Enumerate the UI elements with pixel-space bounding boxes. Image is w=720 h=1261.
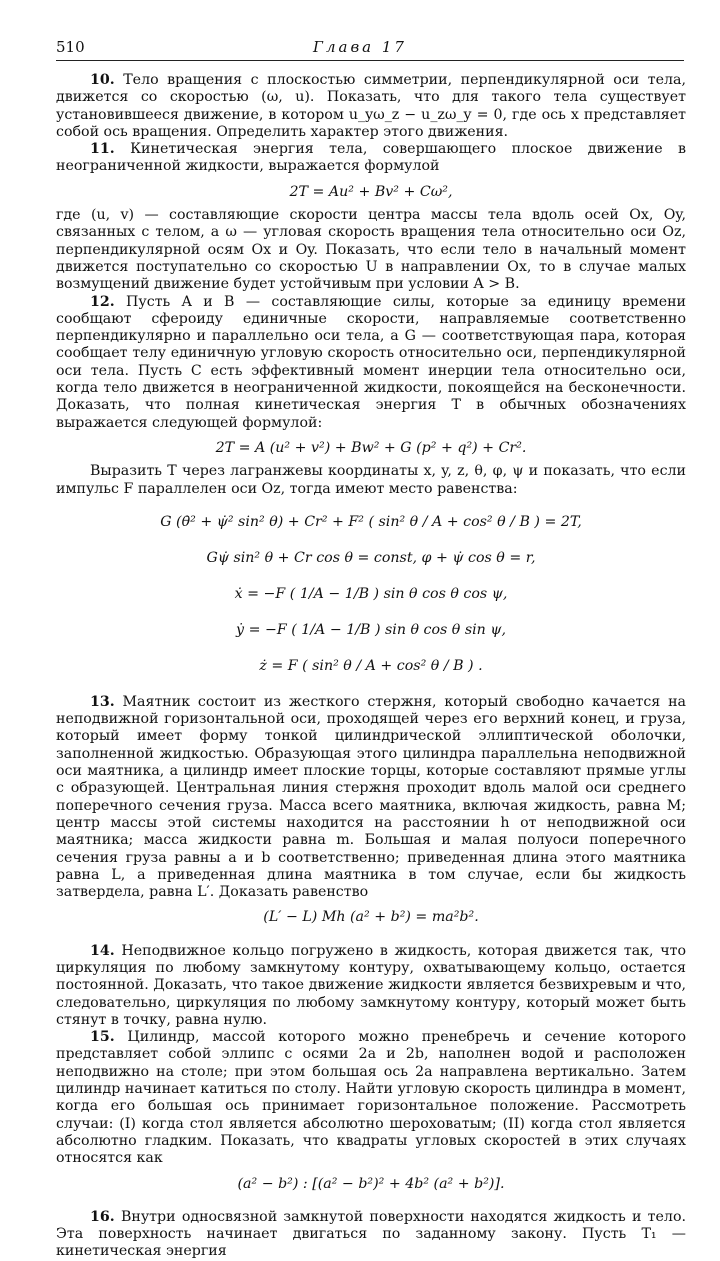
problem-number: 15. xyxy=(90,1029,115,1046)
problem-16 xyxy=(56,1209,686,1261)
problem-text-cont: где (u, v) — составляющие скорости центра массы тела вдоль осей Ox, Oy, связанных с телом, a ω — угловая скорость вращения тела относительно оси Oz, перпендикулярной осям Ox и Oy. Показать, что если тело в начальный момент движется поступательно со скоростью U в направлении Ox, то в случае малых возмущений движение будет устойчивым при условии A > B. xyxy=(56,207,686,293)
problem-number: 14. xyxy=(90,942,115,959)
page-body xyxy=(56,72,686,1261)
problem-text-cont: Выразить T через лагранжевы координаты x, y, z, θ, φ, ψ и показать, что если импульс F параллелен оси Oz, тогда имеют место равенства: xyxy=(56,463,686,497)
equation-line: Gψ̇ sin² θ + Cr cos θ = const, φ + ψ̇ cos θ = r, xyxy=(206,549,536,566)
problem-text: Тело вращения с плоскостью симметрии, перпендикулярной оси тела, движется со скоростью (ω, u). Показать, что для такого тела существует установившееся движение, в котором u_yω_z − u_zω_y = 0, где ось x представляет собой ось вращения. Определить характер этого движения. xyxy=(56,72,686,140)
equation: 2T = A (u² + v²) + Bw² + G (p² + q²) + Cr². xyxy=(215,439,527,456)
equation: (L′ − L) Mh (a² + b²) = ma²b². xyxy=(263,909,479,926)
problem-number: 13. xyxy=(90,693,115,710)
problem-number: 11. xyxy=(90,141,115,158)
equation-line: ẏ = −F ( 1/A − 1/B ) sin θ cos θ sin ψ, xyxy=(236,621,506,638)
problem-text: Внутри односвязной замкнутой поверхности находятся жидкость и тело. Эта поверхность начинает двигаться по заданному закону. Пусть T₁ — кинетическая энергия xyxy=(56,1208,686,1260)
problem-15 xyxy=(56,1029,686,1167)
problem-text: Пусть A и B — составляющие силы, которые за единицу времени сообщают сфероиду единичные скорости, направляемые соответственно перпендикулярно и параллельно оси тела, а G — соответствующая пара, которая сообщает телу единичную угловую скорость относительно оси, перпендикулярной оси тела. Пусть C есть эффективный момент инерции тела относительно оси, когда тело движется в неограниченной жидкости, покоящейся на бесконечности. Доказать, что полная кинетическая энергия T в обычных обозначениях выражается следующей формулой: xyxy=(56,293,686,431)
problem-number: 12. xyxy=(90,293,115,310)
problem-text: Кинетическая энергия тела, совершающего плоское движение в неограниченной жидкости, выражается формулой xyxy=(56,141,686,175)
problem-text: Маятник состоит из жесткого стержня, который свободно качается на неподвижной горизонтальной оси, проходящей через его верхний конец, и груза, который имеет форму тонкой цилиндрической эллиптической оболочки, заполненной жидкостью. Образующая этого цилиндра параллельна неподвижной оси маятника, а цилиндр имеет плоские торцы, которые составляют прямые углы с образующей. Центральная линия стержня проходит вдоль малой оси среднего поперечного сечения груза. Масса всего маятника, включая жидкость, равна M; центр массы этой системы находится на расстоянии h от неподвижной оси маятника; масса жидкости равна m. Большая и малая полуоси поперечного сечения груза равны a и b соответственно; приведенная длина этого маятника равна L, а приведенная длина маятника в том случае, если бы жидкость затвердела, равна L′. Доказать равенство xyxy=(56,693,686,901)
equation-system xyxy=(56,504,686,684)
equation: (a² − b²) : [(a² − b²)² + 4b² (a² + b²)]. xyxy=(237,1175,505,1192)
problem-10 xyxy=(56,72,686,141)
problem-number: 16. xyxy=(90,1208,115,1225)
header-rule xyxy=(56,60,684,61)
problem-number: 10. xyxy=(90,72,115,88)
page-number: 510 xyxy=(56,38,85,56)
problem-13 xyxy=(56,694,686,902)
equation-line: ż = F ( sin² θ / A + cos² θ / B ) . xyxy=(259,657,483,674)
problem-12 xyxy=(56,294,686,432)
problem-text: Неподвижное кольцо погружено в жидкость, которая движется так, что циркуляция по любому замкнутому контуру, охватывающему кольцо, остается постоянной. Доказать, что такое движение жидкости является безвихревым и что, следовательно, циркуляция по любому замкнутому контуру, который может быть стянут в точку, равна нулю. xyxy=(56,942,686,1028)
problem-11 xyxy=(56,141,686,176)
equation-line: G (θ̇² + ψ̇² sin² θ) + Cr² + F² ( sin² θ / A + cos² θ / B ) = 2T, xyxy=(160,513,582,530)
equation-line: ẋ = −F ( 1/A − 1/B ) sin θ cos θ cos ψ, xyxy=(234,585,508,602)
problem-text: Цилиндр, массой которого можно пренебречь и сечение которого представляет собой эллипс с осями 2a и 2b, наполнен водой и расположен неподвижно на столе; при этом большая ось 2a направлена вертикально. Затем цилиндр начинает катиться по столу. Найти угловую скорость цилиндра в момент, когда его большая ось принимает горизонтальное положение. Рассмотреть случаи: (I) когда стол является абсолютно шероховатым; (II) когда стол является абсолютно гладким. Показать, что квадраты угловых скоростей в этих случаях относятся как xyxy=(56,1029,687,1167)
running-title: Глава 17 xyxy=(313,38,407,56)
problem-14 xyxy=(56,943,686,1029)
equation: 2T = Au² + Bv² + Cω², xyxy=(289,183,453,200)
